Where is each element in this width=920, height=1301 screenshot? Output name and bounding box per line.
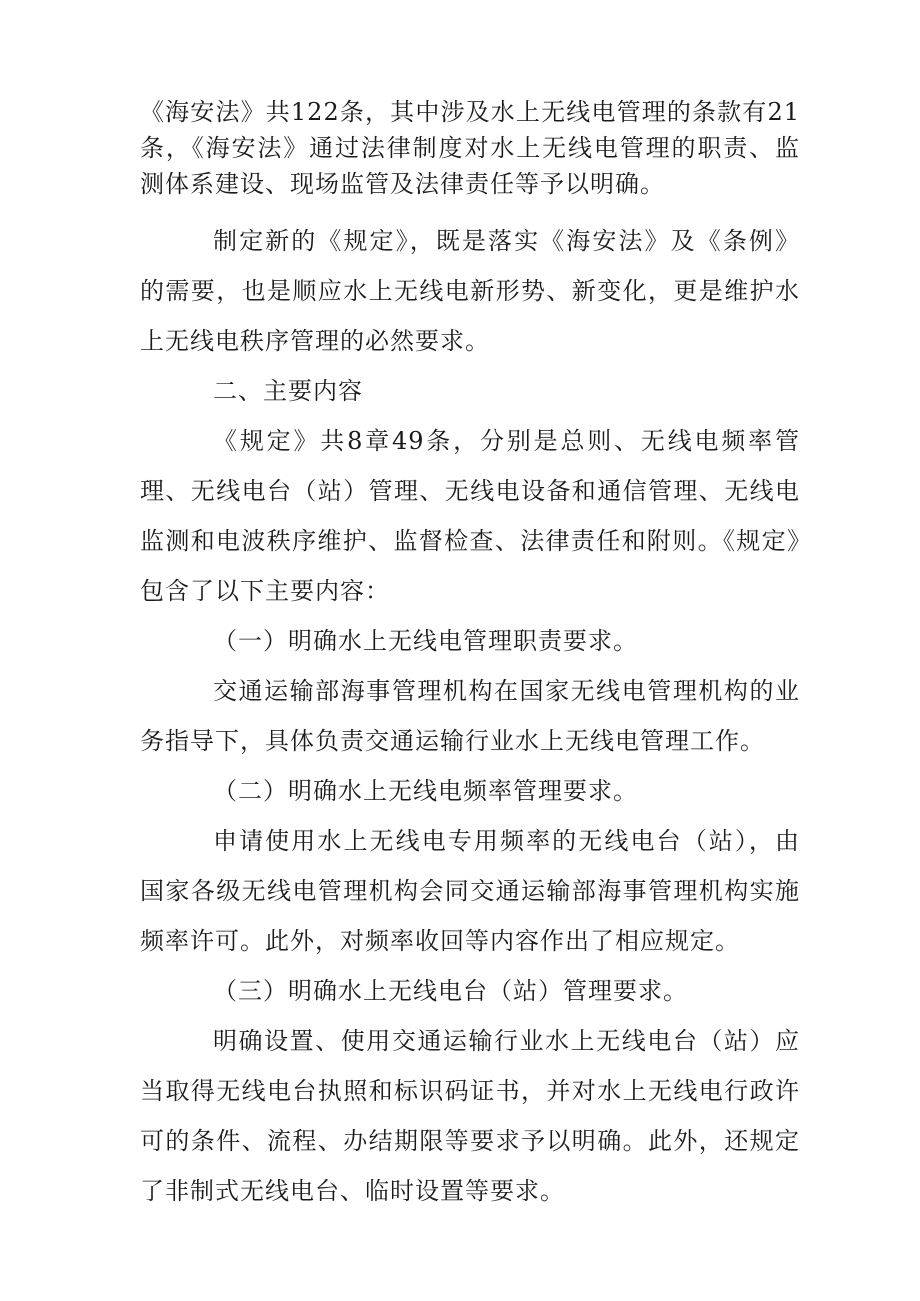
paragraph-station-management: 明确设置、使用交通运输行业水上无线电台（站）应当取得无线电台执照和标识码证书，并对水上无线电行政许可的条件、流程、办结期限等要求予以明确。此外，还规定了非制式无线电台、临时设置等要求。 bbox=[140, 1027, 800, 1205]
paragraph-responsibilities: 交通运输部海事管理机构在国家无线电管理机构的业务指导下，具体负责交通运输行业水上无线电管理工作。 bbox=[140, 677, 800, 755]
paragraph-haian-law-summary: 《海安法》共122条，其中涉及水上无线电管理的条款有21条，《海安法》通过法律制度对水上无线电管理的职责、监测体系建设、现场监管及法律责任等予以明确。 bbox=[140, 98, 800, 198]
paragraph-purpose: 制定新的《规定》，既是落实《海安法》及《条例》的需要，也是顺应水上无线电新形势、新变化，更是维护水上无线电秩序管理的必然要求。 bbox=[140, 227, 800, 355]
subheading-responsibilities: （一）明确水上无线电管理职责要求。 bbox=[213, 627, 638, 655]
subheading-frequency-management: （二）明确水上无线电频率管理要求。 bbox=[213, 777, 638, 805]
document-body bbox=[140, 94, 800, 1216]
paragraph-structure-overview: 《规定》共8章49条，分别是总则、无线电频率管理、无线电台（站）管理、无线电设备和通信管理、无线电监测和电波秩序维护、监督检查、法律责任和附则。《规定》包含了以下主要内容： bbox=[140, 427, 800, 605]
section-heading-main-content: 二、主要内容 bbox=[213, 377, 363, 405]
subheading-station-management: （三）明确水上无线电台（站）管理要求。 bbox=[213, 977, 688, 1005]
paragraph-frequency-management: 申请使用水上无线电专用频率的无线电台（站），由国家各级无线电管理机构会同交通运输部海事管理机构实施频率许可。此外，对频率收回等内容作出了相应规定。 bbox=[140, 827, 800, 955]
